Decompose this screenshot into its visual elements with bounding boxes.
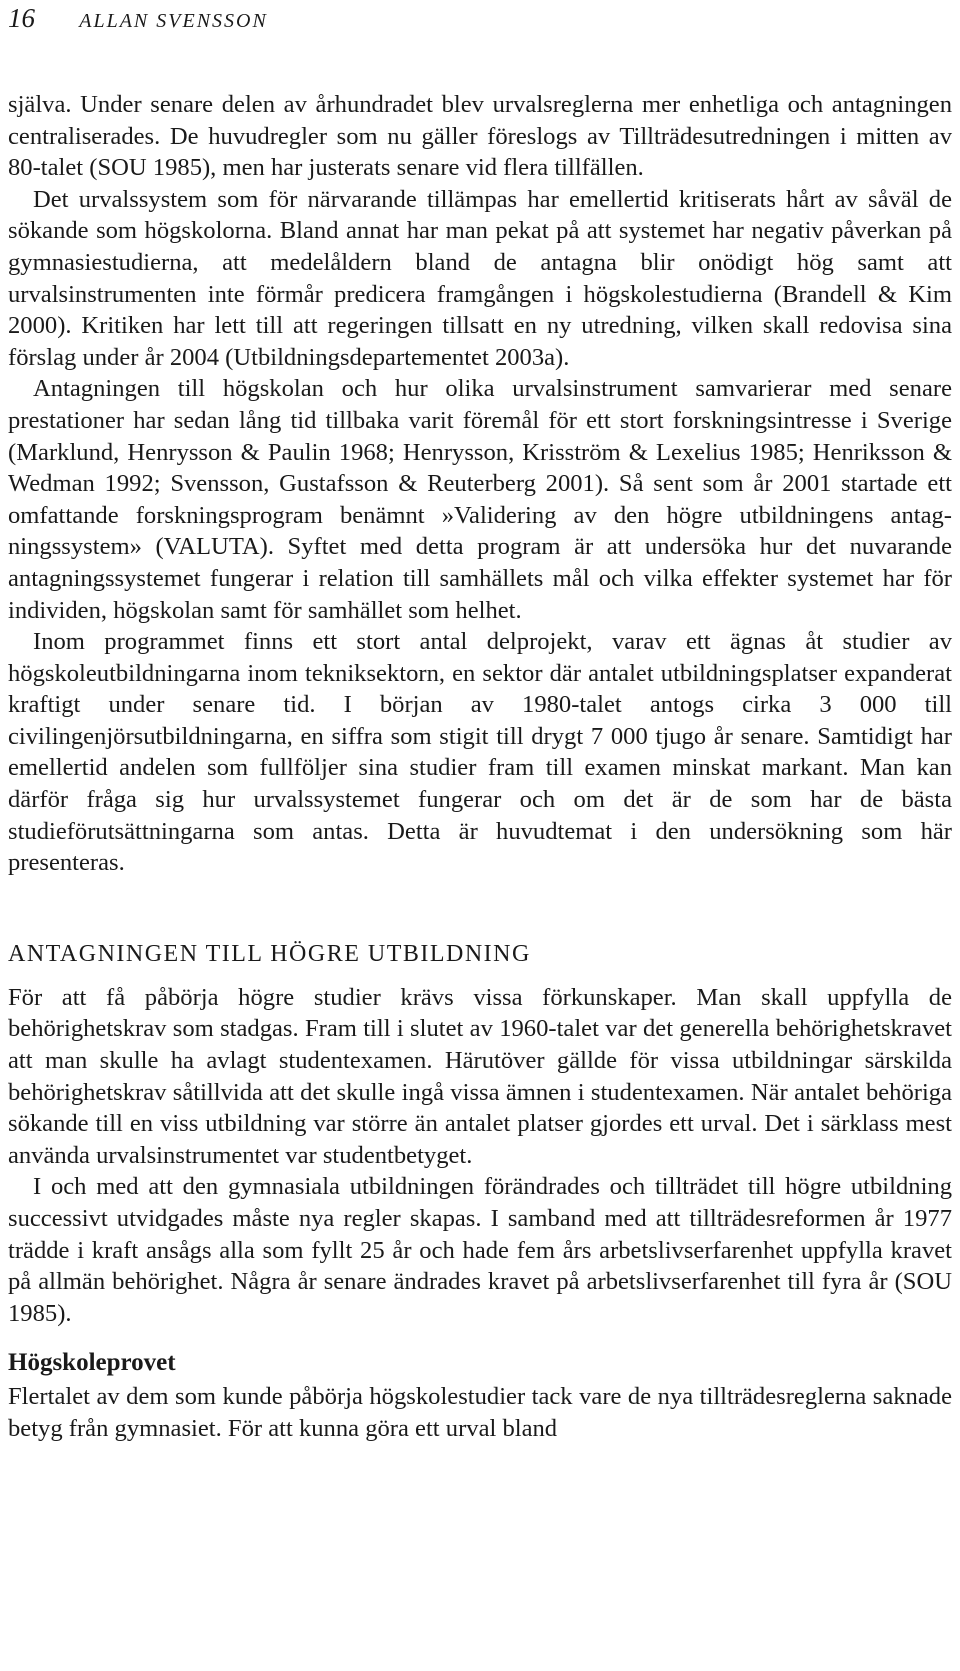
running-head xyxy=(8,0,952,36)
running-head-author: ALLAN SVENSSON xyxy=(79,10,268,32)
paragraph: Inom programmet finns ett stort antal delprojekt, varav ett ägnas åt studier av högskoleutbildningarna inom tekniksektorn, en sektor där antalet utbildningsplatser expanderat kraftigt under senare tid. I början av 1980-talet antogs cirka 3 000 till civilingenjörsutbildningarna, en siffra som stigit till drygt 7 000 tjugo år senare. Samtidigt har emellertid andelen som fullföljer sina studier fram till examen minskat markant. Man kan därför fråga sig hur urvalssystemet fungerar och om det är de som har de bästa studieförutsättningarna som antas. Detta är huvudtemat i den undersökning som här presenteras. xyxy=(8,628,952,877)
section-heading: ANTAGNINGEN TILL HÖGRE UTBILDNING xyxy=(8,940,531,967)
paragraph: själva. Under senare delen av århundradet blev urvalsreglerna mer enhetliga och antagningen centraliserades. De huvudregler som nu gäller föreslogs av Tillträdesutredningen i mitten av 80-talet (SOU 1985), men har justerats senare vid flera tillfällen. xyxy=(8,91,952,182)
paragraph: För att få påbörja högre studier krävs vissa förkunskaper. Man skall uppfylla de behörighetskrav som stadgas. Fram till i slutet av 1960-talet var det generella behörighetskravet att man skulle ha avlagt studentexamen. Härutöver gällde för vissa utbildningar särskilda behörighetskrav såtillvida att det skulle ingå vissa ämnen i studentexamen. När antalet behöriga sökande till en viss utbildning var större än antalet platser gjordes ett urval. Det i särklass mest använda urvalsinstrumentet var studentbetyget. xyxy=(8,983,952,1169)
paragraph: Antagningen till högskolan och hur olika urvalsinstrument samvarierar med senare prestationer har sedan lång tid tillbaka varit föremål för ett stort forskningsintresse i Sverige (Marklund, Henrysson & Paulin 1968; Henrysson, Krisström & Lexelius 1985; Henriksson & Wedman 1992; Svensson, Gustafsson & Reuterberg 2001). Så sent som år 2001 startade ett omfattande forskningsprogram benämnt »Validering av den högre utbildningens antagningssystem» (VALUTA). Syftet med detta program är att undersöka hur det nuvarande antagningssystemet fungerar i relation till samhällets mål och vilka effekter systemet har för individen, högskolan samt för samhället som helhet. xyxy=(8,375,952,624)
paragraph: I och med att den gymnasiala utbildningen förändrades och tillträdet till högre utbildning successivt utvidgades måste nya regler skapas. I samband med att tillträdesreformen år 1977 trädde i kraft ansågs alla som fyllt 25 år och hade fem års arbetslivserfarenhet uppfylla kravet på allmän behörighet. Några år senare ändrades kravet på arbetslivserfarenhet till fyra år (SOU 1985). xyxy=(8,1173,952,1327)
paragraph: Flertalet av dem som kunde påbörja högskolestudier tack vare de nya tillträdesreglerna saknade betyg från gymnasiet. För att kunna göra ett urval bland xyxy=(8,1383,952,1442)
subsection-heading: Högskoleprovet xyxy=(8,1349,176,1377)
page-number: 16 xyxy=(8,3,35,33)
paragraph: Det urvalssystem som för närvarande tillämpas har emellertid kritiserats hårt av såväl de sökande som högskolorna. Bland annat har man pekat på att systemet har negativ påverkan på gymnasiestudierna, att medelåldern bland de antagna blir onödigt hög samt att urvalsinstrumenten inte förmår predicera framgången i högskolestudierna (Brandell & Kim 2000). Kritiken har lett till att regeringen tillsatt en ny utredning, vilken skall redovisa sina förslag under år 2004 (Utbildningsdepartementet 2003a). xyxy=(8,185,952,371)
body-text xyxy=(8,89,952,1445)
